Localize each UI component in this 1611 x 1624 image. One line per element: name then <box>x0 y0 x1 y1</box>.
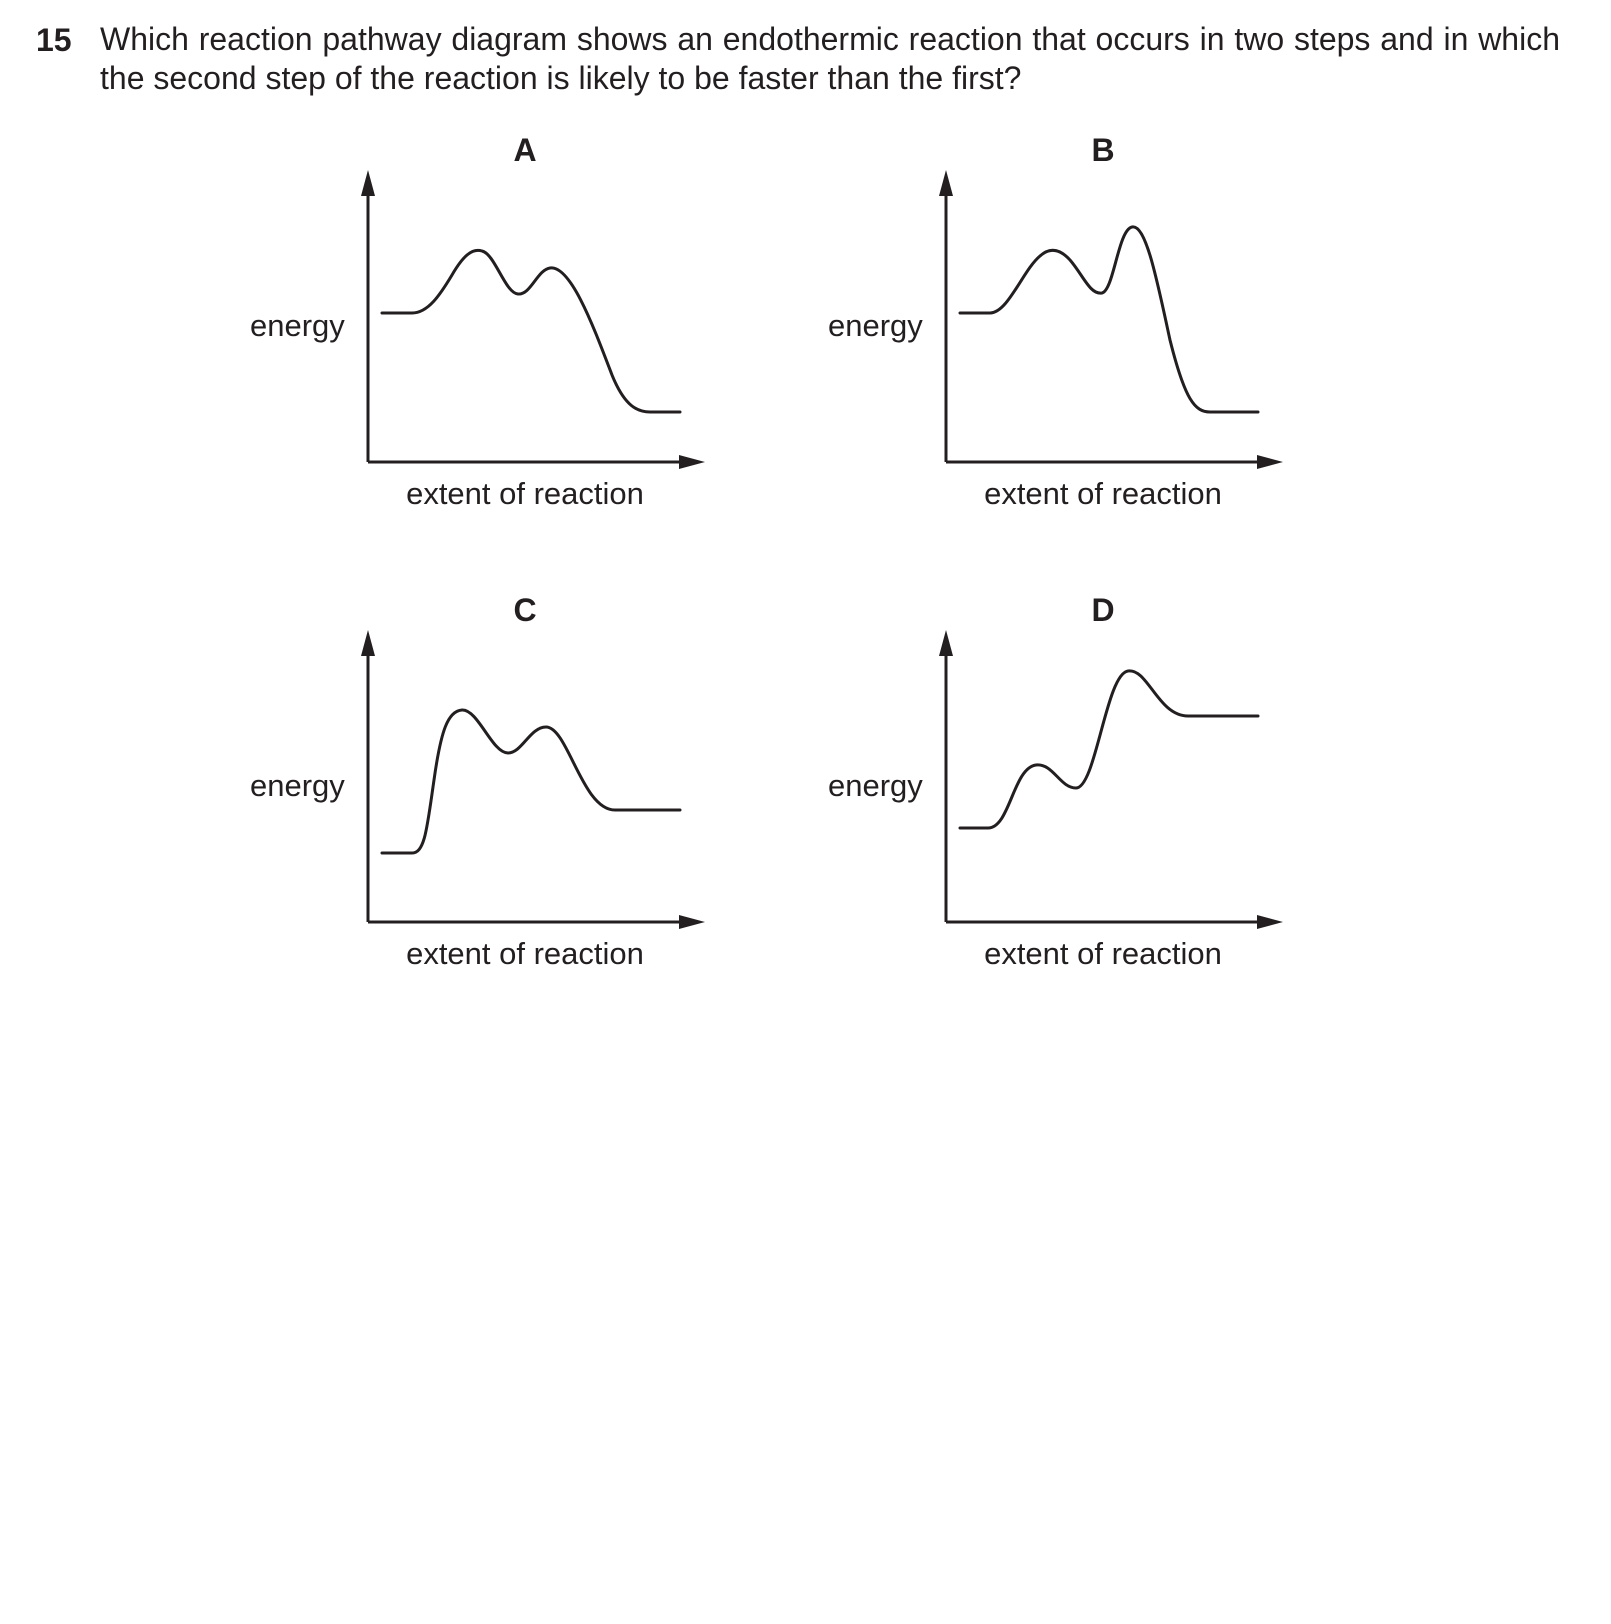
x-axis-label: extent of reaction <box>406 476 644 511</box>
x-axis-arrow <box>1257 915 1283 929</box>
y-axis-arrow <box>939 170 953 196</box>
y-axis-label: energy <box>250 308 345 343</box>
energy-profile-curve <box>960 671 1258 828</box>
x-axis-label: extent of reaction <box>984 476 1222 511</box>
x-axis-label: extent of reaction <box>984 936 1222 971</box>
y-axis-label: energy <box>828 308 923 343</box>
energy-profile-curve <box>960 227 1258 412</box>
option-label: A <box>513 132 537 168</box>
question-text: Which reaction pathway diagram shows an endothermic reaction that occurs in two steps and in which the second step of the reaction is likely to be faster than the first? <box>100 21 1560 96</box>
x-axis-arrow <box>679 915 705 929</box>
x-axis-arrow <box>679 455 705 469</box>
x-axis-label: extent of reaction <box>406 936 644 971</box>
energy-profile-curve <box>382 250 680 412</box>
y-axis-label: energy <box>828 768 923 803</box>
option-b-diagram <box>828 130 1298 530</box>
x-axis-arrow <box>1257 455 1283 469</box>
energy-profile-curve <box>382 710 680 853</box>
option-a-diagram <box>250 130 720 530</box>
option-d-diagram <box>828 590 1298 990</box>
y-axis-arrow <box>361 630 375 656</box>
option-label: D <box>1091 592 1115 628</box>
option-label: B <box>1091 132 1115 168</box>
option-label: C <box>513 592 537 628</box>
y-axis-arrow <box>939 630 953 656</box>
option-c-diagram <box>250 590 720 990</box>
question-number: 15 <box>36 22 72 58</box>
y-axis-arrow <box>361 170 375 196</box>
y-axis-label: energy <box>250 768 345 803</box>
